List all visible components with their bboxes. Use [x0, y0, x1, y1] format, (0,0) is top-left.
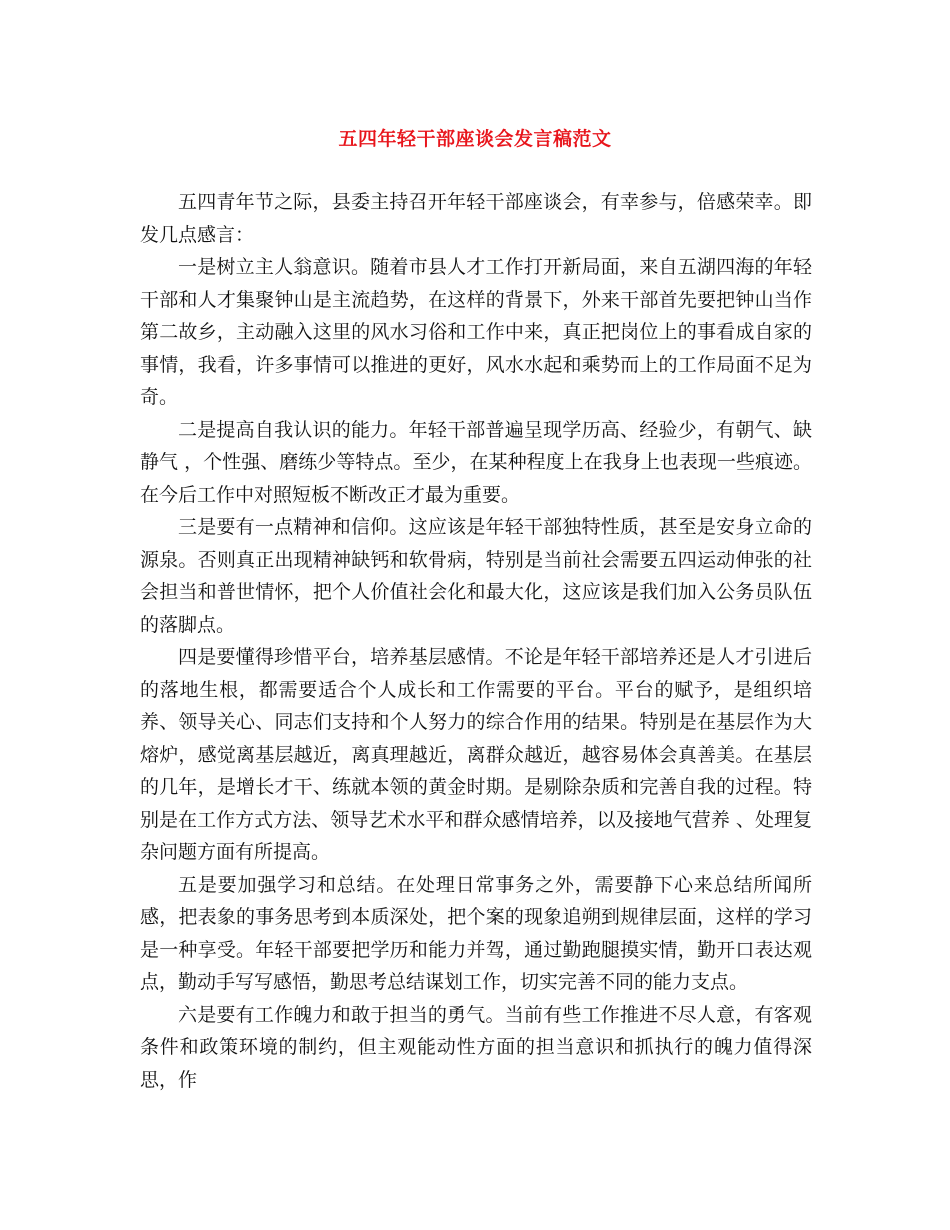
- paragraph-point-5: 五是要加强学习和总结。在处理日常事务之外，需要静下心来总结所闻所感，把表象的事务思考到本质深处，把个案的现象追朔到规律层面，这样的学习是一种享受。年轻干部要把学历和能力并驾，通过勤跑腿摸实情，勤开口表达观点，勤动手写写感悟，勤思考总结谋划工作，切实完善不同的能力支点。: [140, 873, 812, 993]
- paragraph-point-2: 二是提高自我认识的能力。年轻干部普遍呈现学历高、经验少，有朝气、缺静气 ，个性强、磨练少等特点。至少，在某种程度上在我身上也表现一些痕迹。在今后工作中对照短板不断改正才最为重要。: [140, 418, 812, 506]
- paragraph-intro: 五四青年节之际，县委主持召开年轻干部座谈会，有幸参与，倍感荣幸。即发几点感言：: [140, 191, 812, 246]
- paragraph-point-4: 四是要懂得珍惜平台，培养基层感情。不论是年轻干部培养还是人才引进后的落地生根，都需要适合个人成长和工作需要的平台。平台的赋予，是组织培养、领导关心、同志们支持和个人努力的综合作用的结果。特别是在基层作为大熔炉，感觉离基层越近，离真理越近，离群众越近，越容易体会真善美。在基层的几年，是增长才干、练就本领的黄金时期。是剔除杂质和完善自我的过程。特别是在工作方式方法、领导艺术水平和群众感情培养，以及接地气营养 、处理复杂问题方面有所提高。: [140, 646, 812, 863]
- paragraph-point-6: 六是要有工作魄力和敢于担当的勇气。当前有些工作推进不尽人意，有客观条件和政策环境的制约，但主观能动性方面的担当意识和抓执行的魄力值得深思，作: [140, 1003, 812, 1091]
- paragraph-point-1: 一是树立主人翁意识。随着市县人才工作打开新局面，来自五湖四海的年轻干部和人才集聚钟山是主流趋势，在这样的背景下，外来干部首先要把钟山当作第二故乡，主动融入这里的风水习俗和工作中来，真正把岗位上的事看成自家的事情，我看，许多事情可以推进的更好，风水水起和乘势而上的工作局面不足为奇。: [140, 256, 812, 408]
- paragraph-point-3: 三是要有一点精神和信仰。这应该是年轻干部独特性质，甚至是安身立命的源泉。否则真正出现精神缺钙和软骨病，特别是当前社会需要五四运动伸张的社会担当和普世情怀，把个人价值社会化和最大化，这应该是我们加入公务员队伍的落脚点。: [140, 516, 812, 636]
- document-title: 五四年轻干部座谈会发言稿范文: [338, 128, 612, 150]
- document-body: [140, 186, 812, 1096]
